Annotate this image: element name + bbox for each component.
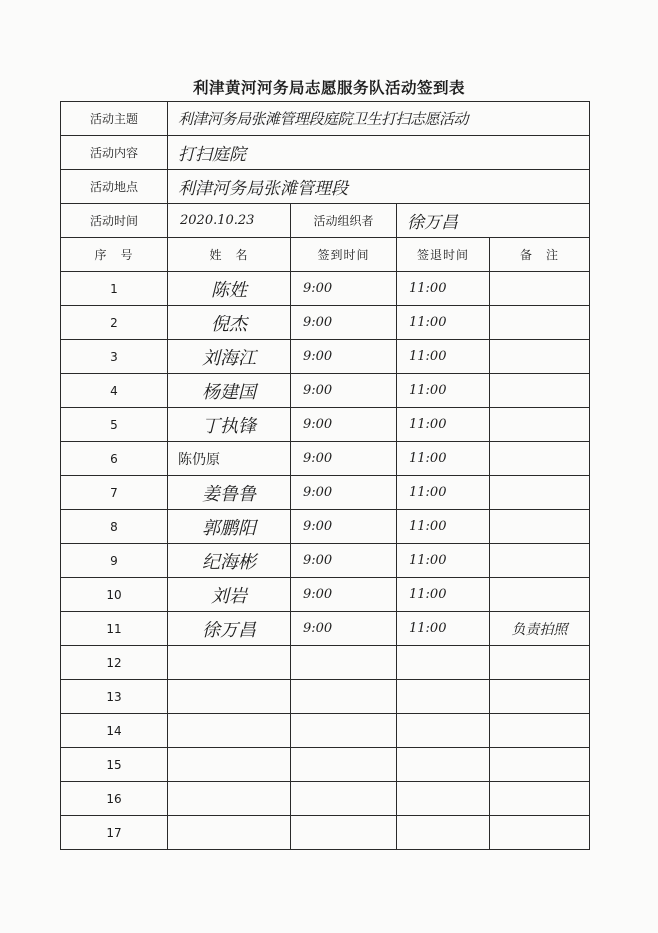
row-note bbox=[490, 272, 590, 306]
row-name-signature: 刘岩 bbox=[168, 578, 291, 612]
row-name-signature: 丁执锋 bbox=[168, 408, 291, 442]
row-number: 5 bbox=[61, 408, 168, 442]
row-sign-out-time: 11:00 bbox=[397, 272, 490, 306]
row-note bbox=[490, 306, 590, 340]
row-note bbox=[490, 544, 590, 578]
theme-label: 活动主题 bbox=[61, 102, 168, 136]
row-number: 13 bbox=[61, 680, 168, 714]
table-row bbox=[61, 272, 590, 306]
row-sign-in-time: 9:00 bbox=[291, 476, 397, 510]
column-header-no: 序 号 bbox=[61, 238, 168, 272]
row-sign-in-time bbox=[291, 816, 397, 850]
row-number: 9 bbox=[61, 544, 168, 578]
row-sign-out-time bbox=[397, 816, 490, 850]
table-row bbox=[61, 408, 590, 442]
row-sign-out-time bbox=[397, 782, 490, 816]
column-header-sign-out: 签退时间 bbox=[397, 238, 490, 272]
row-note bbox=[490, 816, 590, 850]
info-row-place bbox=[61, 170, 590, 204]
row-name-signature bbox=[168, 816, 291, 850]
row-sign-in-time: 9:00 bbox=[291, 374, 397, 408]
organizer-value: 徐万昌 bbox=[397, 204, 590, 238]
row-sign-out-time: 11:00 bbox=[397, 442, 490, 476]
row-name-signature: 陈仍原 bbox=[168, 442, 291, 476]
row-name-signature: 倪杰 bbox=[168, 306, 291, 340]
row-name-signature: 郭鹏阳 bbox=[168, 510, 291, 544]
row-sign-out-time bbox=[397, 714, 490, 748]
row-note bbox=[490, 510, 590, 544]
sign-in-table bbox=[60, 101, 590, 850]
row-sign-out-time bbox=[397, 748, 490, 782]
place-value: 利津河务局张滩管理段 bbox=[168, 170, 590, 204]
row-note bbox=[490, 340, 590, 374]
row-note bbox=[490, 408, 590, 442]
row-number: 2 bbox=[61, 306, 168, 340]
content-label: 活动内容 bbox=[61, 136, 168, 170]
row-name-signature bbox=[168, 646, 291, 680]
row-name-signature bbox=[168, 680, 291, 714]
row-sign-out-time: 11:00 bbox=[397, 544, 490, 578]
row-number: 7 bbox=[61, 476, 168, 510]
row-note bbox=[490, 782, 590, 816]
row-name-signature: 刘海江 bbox=[168, 340, 291, 374]
row-sign-in-time: 9:00 bbox=[291, 306, 397, 340]
row-sign-in-time bbox=[291, 782, 397, 816]
table-row bbox=[61, 816, 590, 850]
row-sign-in-time bbox=[291, 714, 397, 748]
row-sign-out-time bbox=[397, 646, 490, 680]
column-header-name: 姓 名 bbox=[168, 238, 291, 272]
table-row bbox=[61, 680, 590, 714]
table-row bbox=[61, 476, 590, 510]
table-row bbox=[61, 442, 590, 476]
row-name-signature: 姜鲁鲁 bbox=[168, 476, 291, 510]
row-name-signature: 纪海彬 bbox=[168, 544, 291, 578]
row-sign-in-time bbox=[291, 680, 397, 714]
row-number: 15 bbox=[61, 748, 168, 782]
row-number: 17 bbox=[61, 816, 168, 850]
row-number: 11 bbox=[61, 612, 168, 646]
table-row bbox=[61, 510, 590, 544]
table-row bbox=[61, 714, 590, 748]
row-sign-in-time: 9:00 bbox=[291, 340, 397, 374]
row-number: 4 bbox=[61, 374, 168, 408]
table-row bbox=[61, 544, 590, 578]
row-name-signature bbox=[168, 748, 291, 782]
column-header-row bbox=[61, 238, 590, 272]
sign-in-table-body bbox=[61, 102, 590, 850]
row-number: 16 bbox=[61, 782, 168, 816]
row-note bbox=[490, 714, 590, 748]
row-number: 6 bbox=[61, 442, 168, 476]
time-value: 2020.10.23 bbox=[168, 204, 291, 238]
organizer-label: 活动组织者 bbox=[291, 204, 397, 238]
column-header-note: 备 注 bbox=[490, 238, 590, 272]
row-name-signature: 徐万昌 bbox=[168, 612, 291, 646]
row-sign-in-time: 9:00 bbox=[291, 442, 397, 476]
table-row bbox=[61, 646, 590, 680]
row-note bbox=[490, 374, 590, 408]
row-sign-out-time: 11:00 bbox=[397, 578, 490, 612]
info-row-content bbox=[61, 136, 590, 170]
row-number: 8 bbox=[61, 510, 168, 544]
row-sign-out-time: 11:00 bbox=[397, 306, 490, 340]
row-sign-out-time: 11:00 bbox=[397, 374, 490, 408]
info-row-time bbox=[61, 204, 590, 238]
row-number: 10 bbox=[61, 578, 168, 612]
theme-value: 利津河务局张滩管理段庭院卫生打扫志愿活动 bbox=[168, 102, 590, 136]
table-row bbox=[61, 340, 590, 374]
column-header-sign-in: 签到时间 bbox=[291, 238, 397, 272]
row-name-signature: 陈姓 bbox=[168, 272, 291, 306]
table-row bbox=[61, 612, 590, 646]
row-note bbox=[490, 442, 590, 476]
info-row-theme bbox=[61, 102, 590, 136]
row-note bbox=[490, 476, 590, 510]
table-row bbox=[61, 374, 590, 408]
sheet-title: 利津黄河河务局志愿服务队活动签到表 bbox=[192, 79, 465, 97]
row-note bbox=[490, 680, 590, 714]
row-sign-in-time: 9:00 bbox=[291, 578, 397, 612]
row-sign-out-time: 11:00 bbox=[397, 612, 490, 646]
row-sign-in-time bbox=[291, 748, 397, 782]
row-note bbox=[490, 646, 590, 680]
table-row bbox=[61, 306, 590, 340]
row-sign-in-time: 9:00 bbox=[291, 408, 397, 442]
row-sign-out-time bbox=[397, 680, 490, 714]
content-value: 打扫庭院 bbox=[168, 136, 590, 170]
row-sign-out-time: 11:00 bbox=[397, 510, 490, 544]
row-number: 12 bbox=[61, 646, 168, 680]
table-row bbox=[61, 748, 590, 782]
row-note bbox=[490, 748, 590, 782]
row-name-signature bbox=[168, 782, 291, 816]
row-sign-out-time: 11:00 bbox=[397, 476, 490, 510]
row-name-signature: 杨建国 bbox=[168, 374, 291, 408]
row-number: 1 bbox=[61, 272, 168, 306]
row-number: 3 bbox=[61, 340, 168, 374]
row-note bbox=[490, 578, 590, 612]
row-note: 负责拍照 bbox=[490, 612, 590, 646]
place-label: 活动地点 bbox=[61, 170, 168, 204]
time-label: 活动时间 bbox=[61, 204, 168, 238]
row-sign-out-time: 11:00 bbox=[397, 340, 490, 374]
row-number: 14 bbox=[61, 714, 168, 748]
row-sign-in-time: 9:00 bbox=[291, 612, 397, 646]
row-name-signature bbox=[168, 714, 291, 748]
row-sign-in-time: 9:00 bbox=[291, 272, 397, 306]
table-row bbox=[61, 782, 590, 816]
row-sign-in-time: 9:00 bbox=[291, 510, 397, 544]
row-sign-out-time: 11:00 bbox=[397, 408, 490, 442]
table-row bbox=[61, 578, 590, 612]
row-sign-in-time bbox=[291, 646, 397, 680]
row-sign-in-time: 9:00 bbox=[291, 544, 397, 578]
